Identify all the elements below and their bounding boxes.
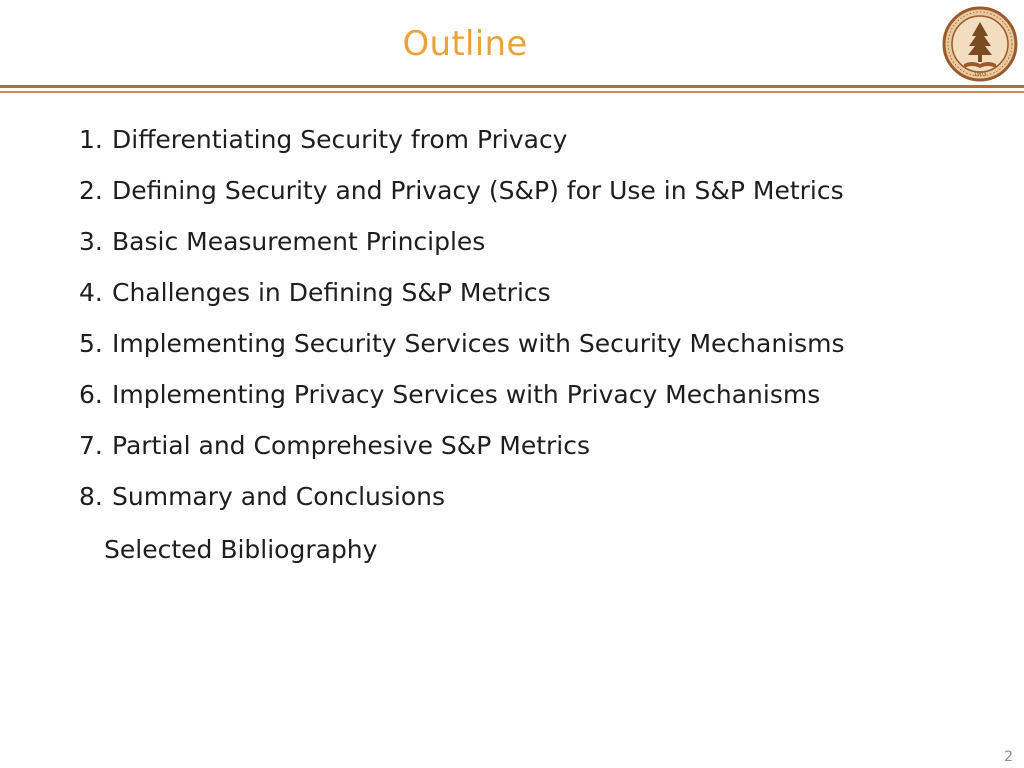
outline-item-number: 4. xyxy=(79,278,103,307)
outline-item-number: 6. xyxy=(79,380,103,409)
outline-item xyxy=(79,380,845,431)
outline-item xyxy=(79,125,845,176)
outline-item xyxy=(79,482,845,533)
outline-item-text: Summary and Conclusions xyxy=(112,482,446,511)
outline-item xyxy=(79,278,845,329)
university-seal-icon xyxy=(942,6,1018,82)
svg-text:1903: 1903 xyxy=(973,72,987,78)
header-rule-bottom xyxy=(0,91,1024,93)
outline-item xyxy=(79,431,845,482)
outline-item xyxy=(79,227,845,278)
outline-item-number: 8. xyxy=(79,482,103,511)
outline-item-text: Implementing Security Services with Security Mechanisms xyxy=(112,329,845,358)
outline-item-text: Challenges in Defining S&P Metrics xyxy=(112,278,551,307)
outline-item-number: 1. xyxy=(79,125,103,154)
outline-item-number: 5. xyxy=(79,329,103,358)
outline-item-number: 2. xyxy=(79,176,103,205)
outline-item-bibliography: Selected Bibliography xyxy=(104,535,378,564)
outline-item-number: 7. xyxy=(79,431,103,460)
outline-item xyxy=(79,329,845,380)
header-rule-top xyxy=(0,85,1024,88)
outline-item-text: Basic Measurement Principles xyxy=(112,227,486,256)
outline-item-text: Differentiating Security from Privacy xyxy=(112,125,568,154)
outline-item xyxy=(79,176,845,227)
outline-item-text: Implementing Privacy Services with Privacy Mechanisms xyxy=(112,380,821,409)
outline-list xyxy=(79,125,845,533)
page-number: 2 xyxy=(1004,749,1013,765)
outline-item-number: 3. xyxy=(79,227,103,256)
outline-item-text: Defining Security and Privacy (S&P) for Use in S&P Metrics xyxy=(112,176,844,205)
outline-item-text: Partial and Comprehesive S&P Metrics xyxy=(112,431,591,460)
slide-title: Outline xyxy=(402,24,528,64)
